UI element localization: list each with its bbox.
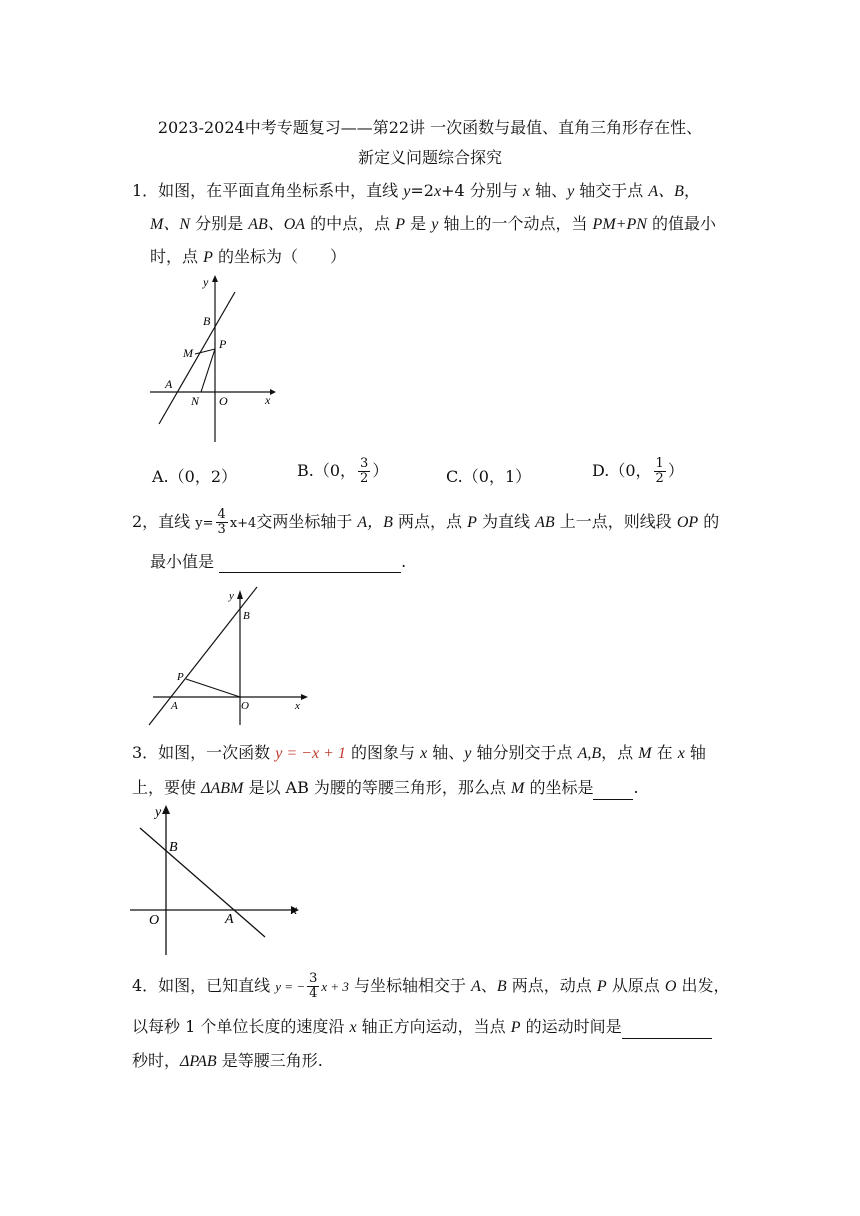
q3-fig-A-label: A (225, 912, 234, 927)
q1-fig-B-label: B (203, 314, 211, 328)
q2-fig-B-label: B (243, 610, 250, 622)
q3-figure (125, 800, 305, 960)
q1-option-d: D.（0， $\frac{1}{2}$ ） (592, 456, 684, 486)
q3-answer-blank (593, 783, 633, 800)
q1-fig-P-label: P (219, 337, 227, 351)
q1-fig-M-label: M (183, 346, 193, 360)
q4-line2: 以每秒 1 个单位长度的速度沿 x 轴正方向运动，当点 P 的运动时间是 (132, 1016, 712, 1039)
q1-line2: M、N 分别是 AB、OA 的中点，点 P 是 y 轴上的一个动点，当 PM+PN 的值最小 (150, 214, 716, 233)
q3-fig-B-label: B (169, 840, 178, 855)
q1-fig-x-label: x (265, 393, 271, 407)
q1-fig-O-label: O (219, 394, 228, 408)
q2-fig-P-label: P (177, 671, 184, 683)
q1-figure (145, 272, 280, 444)
q1-fig-A-label: A (165, 377, 173, 391)
q2-fig-y-label: y (229, 590, 234, 602)
q4-line3: 秒时，ΔPAB 是等腰三角形. (132, 1051, 323, 1070)
q2-fig-O-label: O (241, 700, 249, 712)
q2-fig-x-label: x (295, 700, 300, 712)
q1-line1: 1．如图，在平面直角坐标系中，直线 y=2x+4 分别与 x 轴、y 轴交于点 A、B， (132, 181, 700, 200)
page-title-line2: 新定义问题综合探究 (357, 148, 502, 167)
q4-answer-blank (622, 1022, 712, 1039)
q2-fig-A-label: A (171, 700, 178, 712)
q2-line2: 最小值是 . (150, 552, 407, 571)
q3-line2: 上，要使 ΔABM 是以 AB 为腰的等腰三角形，那么点 M 的坐标是 . (132, 777, 639, 800)
q2-answer-blank (219, 556, 401, 573)
q1-fig-N-label: N (191, 394, 200, 408)
q3-line1: 3．如图，一次函数 y = −x + 1 的图象与 x 轴、y 轴分别交于点 A,B，点 M 在 x 轴 (132, 743, 706, 762)
q3-fig-O-label: O (149, 913, 160, 928)
q2-line1: 2，直线 y= $\frac{4}{3}$ x+4交两坐标轴于 A，B 两点，点 P 为直线 AB 上一点，则线段 OP 的 (132, 507, 720, 537)
q1-line3: 时，点 P 的坐标为（ ） (150, 247, 346, 266)
q3-fig-x-label: x (291, 903, 298, 918)
q3-fig-y-label: y (155, 805, 162, 820)
q4-line1: 4．如图，已知直线 y = − $\frac{3}{4}$ x + 3 与坐标轴相交于 A、B 两点，动点 P 从原点 O 出发， (132, 971, 730, 1001)
q1-option-a: A.（0，2） (152, 467, 238, 486)
q1-option-c: C.（0，1） (446, 467, 532, 486)
q1-option-b: B.（0， $\frac{3}{2}$ ） (297, 456, 389, 486)
q1-fig-y-label: y (203, 275, 209, 289)
q2-figure (145, 585, 315, 730)
page-title-line1: 2023-2024中考专题复习——第22讲 一次函数与最值、直角三角形存在性、 (157, 118, 703, 137)
